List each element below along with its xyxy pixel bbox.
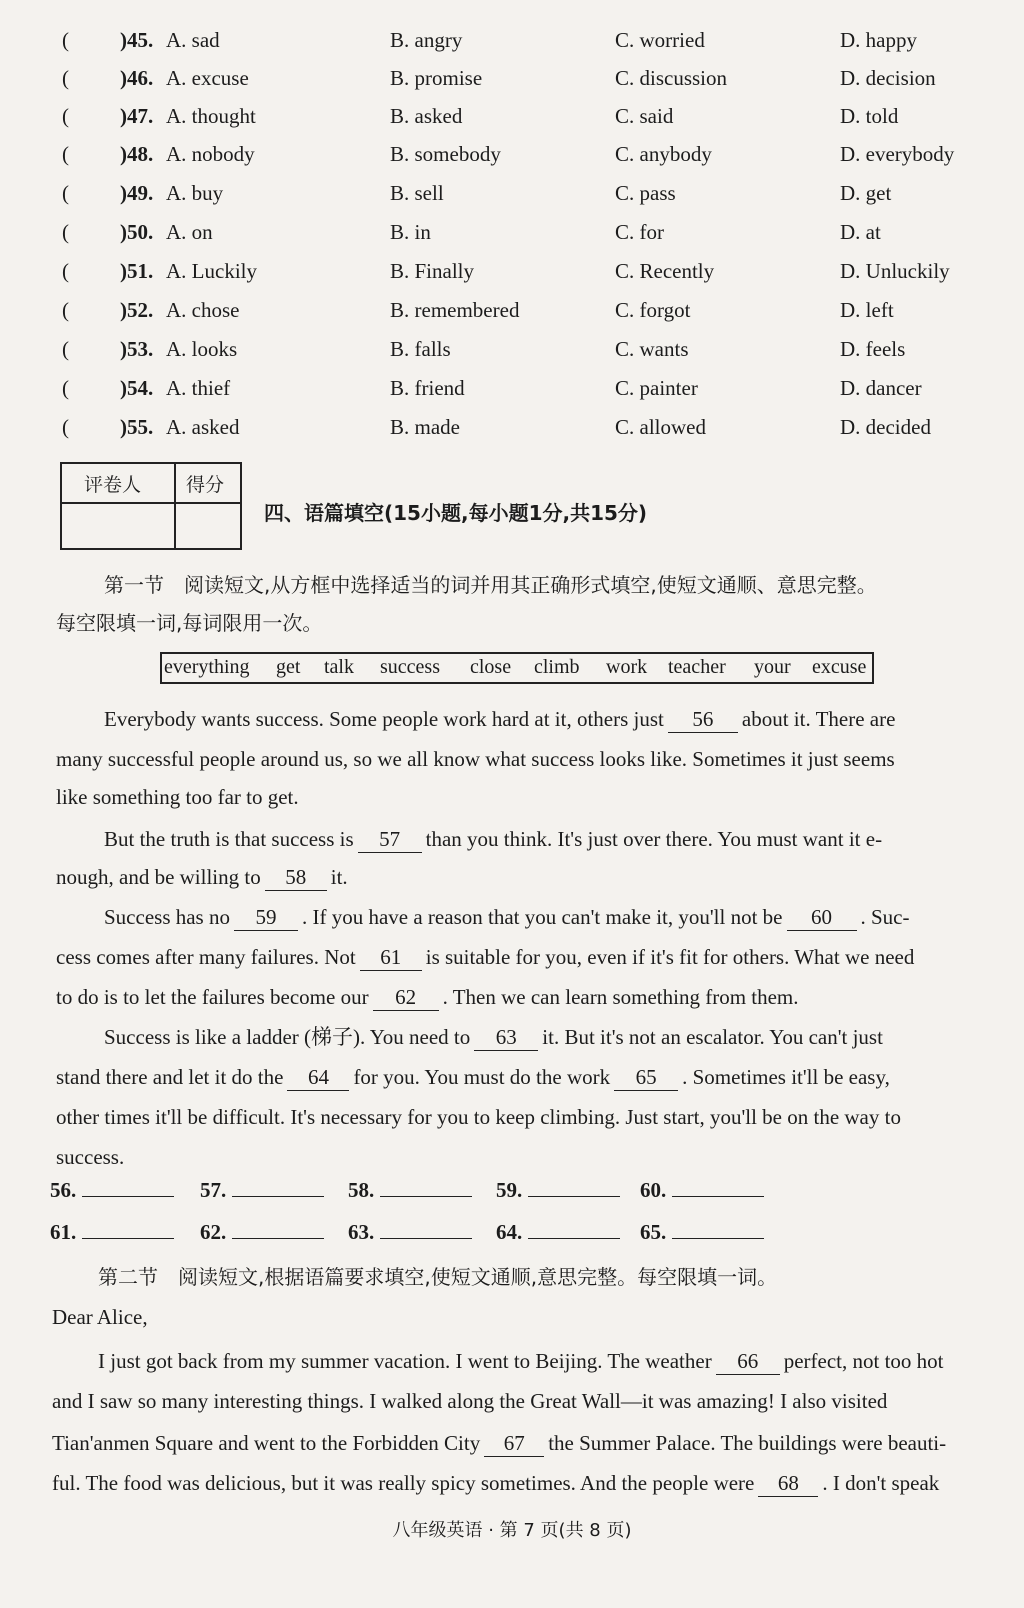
blank-56[interactable]: 56: [668, 706, 738, 733]
option-c[interactable]: C. forgot: [615, 298, 691, 322]
option-d[interactable]: D. at: [840, 220, 881, 244]
answer-paren[interactable]: (: [62, 28, 69, 52]
option-b[interactable]: B. in: [390, 220, 431, 244]
blank-68[interactable]: 68: [758, 1470, 818, 1497]
answer-blank[interactable]: [380, 1176, 472, 1197]
option-b[interactable]: B. asked: [390, 104, 463, 128]
answer-number: 59.: [496, 1178, 523, 1202]
blank-60[interactable]: 60: [787, 904, 857, 931]
word-bank: [160, 652, 874, 684]
blank-64[interactable]: 64: [287, 1064, 349, 1091]
answer-paren[interactable]: (: [62, 376, 69, 400]
answer-line[interactable]: [50, 1218, 174, 1245]
part2-instruction: 第二节 阅读短文,根据语篇要求填空,使短文通顺,意思完整。每空限填一词。: [98, 1265, 778, 1289]
option-a[interactable]: A. looks: [166, 337, 238, 361]
answer-blank[interactable]: [380, 1218, 472, 1239]
option-b[interactable]: B. promise: [390, 66, 483, 90]
passage-line: But the truth is that success is 57 than you think. It's just over there. You must want it e-: [104, 827, 883, 851]
answer-line[interactable]: [50, 1176, 174, 1203]
passage-line: stand there and let it do the 64 for you. You must do the work 65 . Sometimes it'll be easy,: [56, 1065, 890, 1089]
option-b[interactable]: B. remembered: [390, 298, 520, 322]
word-bank-item: talk: [324, 656, 354, 678]
word-bank-item: excuse: [812, 656, 867, 678]
option-d[interactable]: D. everybody: [840, 142, 955, 166]
option-b[interactable]: B. somebody: [390, 142, 501, 166]
option-d[interactable]: D. feels: [840, 337, 906, 361]
option-c[interactable]: C. worried: [615, 28, 705, 52]
option-d[interactable]: D. dancer: [840, 376, 922, 400]
answer-paren[interactable]: (: [62, 415, 69, 439]
answer-line[interactable]: [200, 1218, 324, 1245]
question-row: [62, 181, 962, 217]
answer-line[interactable]: [200, 1176, 324, 1203]
scorer-table: [60, 462, 242, 550]
question-row: [62, 28, 962, 64]
option-c[interactable]: C. discussion: [615, 66, 728, 90]
table-divider: [62, 502, 240, 504]
option-a[interactable]: A. thief: [166, 376, 231, 400]
word-bank-item: success: [380, 656, 440, 678]
question-number: )50.: [120, 220, 154, 244]
answer-number: 65.: [640, 1220, 667, 1244]
grader-label: 评卷人: [84, 474, 142, 496]
word-bank-item: your: [754, 656, 791, 678]
passage-line: ful. The food was delicious, but it was really spicy sometimes. And the people were 68 . I don't speak: [52, 1471, 940, 1495]
question-row: [62, 104, 962, 140]
passage-line: Success is like a ladder (梯子). You need to 63 it. But it's not an escalator. You can't just: [104, 1025, 883, 1049]
answer-blank[interactable]: [528, 1218, 620, 1239]
answer-line[interactable]: [640, 1176, 764, 1203]
passage-line: many successful people around us, so we all know what success looks like. Sometimes it just seems: [56, 747, 895, 771]
answer-number: 64.: [496, 1220, 523, 1244]
answer-number: 58.: [348, 1178, 375, 1202]
blank-62[interactable]: 62: [373, 984, 439, 1011]
option-c[interactable]: C. pass: [615, 181, 676, 205]
word-bank-item: teacher: [668, 656, 726, 678]
answer-line[interactable]: [348, 1176, 472, 1203]
page-footer: 八年级英语 · 第 7 页(共 8 页): [392, 1520, 632, 1541]
passage-line: other times it'll be difficult. It's necessary for you to keep climbing. Just start, you'll be on the way to: [56, 1105, 901, 1129]
option-c[interactable]: C. wants: [615, 337, 689, 361]
answer-number: 62.: [200, 1220, 227, 1244]
section-title: 四、语篇填空(15小题,每小题1分,共15分): [264, 501, 648, 525]
option-b[interactable]: B. Finally: [390, 259, 475, 283]
option-c[interactable]: C. Recently: [615, 259, 715, 283]
option-a[interactable]: A. sad: [166, 28, 220, 52]
table-divider: [174, 464, 176, 548]
passage-line: Tian'anmen Square and went to the Forbidden City 67 the Summer Palace. The buildings were beauti-: [52, 1431, 947, 1455]
blank-61[interactable]: 61: [360, 944, 422, 971]
blank-59[interactable]: 59: [234, 904, 298, 931]
option-d[interactable]: D. decided: [840, 415, 931, 439]
question-number: )53.: [120, 337, 154, 361]
option-b[interactable]: B. made: [390, 415, 460, 439]
word-bank-item: climb: [534, 656, 580, 678]
question-row: [62, 415, 962, 451]
answer-paren[interactable]: (: [62, 337, 69, 361]
answer-blank[interactable]: [82, 1218, 174, 1239]
blank-67[interactable]: 67: [484, 1430, 544, 1457]
question-row: [62, 220, 962, 256]
option-c[interactable]: C. painter: [615, 376, 698, 400]
passage-line: to do is to let the failures become our 62 . Then we can learn something from them.: [56, 985, 799, 1009]
option-a[interactable]: A. on: [166, 220, 213, 244]
question-row: [62, 298, 962, 334]
question-number: )55.: [120, 415, 154, 439]
answer-line[interactable]: [348, 1218, 472, 1245]
option-a[interactable]: A. chose: [166, 298, 240, 322]
blank-66[interactable]: 66: [716, 1348, 780, 1375]
option-d[interactable]: D. told: [840, 104, 899, 128]
answer-blank[interactable]: [528, 1176, 620, 1197]
option-a[interactable]: A. nobody: [166, 142, 255, 166]
answer-number: 61.: [50, 1220, 77, 1244]
option-b[interactable]: B. sell: [390, 181, 444, 205]
answer-blank[interactable]: [232, 1176, 324, 1197]
answer-number: 63.: [348, 1220, 375, 1244]
question-number: )54.: [120, 376, 154, 400]
blank-58[interactable]: 58: [265, 864, 327, 891]
question-number: )49.: [120, 181, 154, 205]
blank-63[interactable]: 63: [474, 1024, 538, 1051]
answer-blank[interactable]: [672, 1218, 764, 1239]
passage-line: like something too far to get.: [56, 785, 299, 809]
option-c[interactable]: C. allowed: [615, 415, 706, 439]
answer-paren[interactable]: (: [62, 259, 69, 283]
option-a[interactable]: A. buy: [166, 181, 224, 205]
passage-line: I just got back from my summer vacation. I went to Beijing. The weather 66 perfect, not too hot: [98, 1349, 944, 1373]
option-d[interactable]: D. Unluckily: [840, 259, 950, 283]
answer-number: 56.: [50, 1178, 77, 1202]
question-row: [62, 66, 962, 102]
answer-blank[interactable]: [232, 1218, 324, 1239]
answer-paren[interactable]: (: [62, 142, 69, 166]
passage-line: success.: [56, 1145, 125, 1169]
option-a[interactable]: A. excuse: [166, 66, 249, 90]
passage-line: and I saw so many interesting things. I walked along the Great Wall—it was amazing! I also visited: [52, 1389, 888, 1413]
option-d[interactable]: D. get: [840, 181, 892, 205]
answer-number: 57.: [200, 1178, 227, 1202]
question-number: )48.: [120, 142, 154, 166]
question-row: [62, 376, 962, 412]
answer-blank[interactable]: [672, 1176, 764, 1197]
passage-line: cess comes after many failures. Not 61 is suitable for you, even if it's fit for others. What we need: [56, 945, 915, 969]
question-row: [62, 142, 962, 178]
option-b[interactable]: B. falls: [390, 337, 451, 361]
option-c[interactable]: C. anybody: [615, 142, 712, 166]
question-row: [62, 259, 962, 295]
question-number: )51.: [120, 259, 154, 283]
passage-line: Everybody wants success. Some people work hard at it, others just 56 about it. There are: [104, 707, 896, 731]
blank-57[interactable]: 57: [358, 826, 422, 853]
option-c[interactable]: C. said: [615, 104, 674, 128]
question-number: )47.: [120, 104, 154, 128]
word-bank-item: close: [470, 656, 512, 678]
answer-paren[interactable]: (: [62, 298, 69, 322]
answer-paren[interactable]: (: [62, 66, 69, 90]
passage-line: Success has no 59 . If you have a reason that you can't make it, you'll not be 60 . Suc-: [104, 905, 910, 929]
option-d[interactable]: D. left: [840, 298, 894, 322]
letter-greeting: Dear Alice,: [52, 1305, 148, 1329]
option-a[interactable]: A. thought: [166, 104, 256, 128]
option-b[interactable]: B. angry: [390, 28, 463, 52]
question-number: )52.: [120, 298, 154, 322]
option-a[interactable]: A. asked: [166, 415, 240, 439]
score-label: 得分: [186, 474, 225, 496]
option-a[interactable]: A. Luckily: [166, 259, 257, 283]
answer-line[interactable]: [640, 1218, 764, 1245]
part1-instruction-2: 每空限填一词,每词限用一次。: [56, 611, 323, 635]
question-number: )45.: [120, 28, 154, 52]
answer-paren[interactable]: (: [62, 181, 69, 205]
answer-paren[interactable]: (: [62, 104, 69, 128]
answer-paren[interactable]: (: [62, 220, 69, 244]
option-b[interactable]: B. friend: [390, 376, 465, 400]
passage-line: nough, and be willing to 58 it.: [56, 865, 348, 889]
answer-number: 60.: [640, 1178, 667, 1202]
answer-line[interactable]: [496, 1176, 620, 1203]
answer-blank[interactable]: [82, 1176, 174, 1197]
option-c[interactable]: C. for: [615, 220, 664, 244]
option-d[interactable]: D. decision: [840, 66, 936, 90]
question-row: [62, 337, 962, 373]
word-bank-item: get: [276, 656, 301, 678]
answer-line[interactable]: [496, 1218, 620, 1245]
word-bank-item: everything: [164, 656, 250, 678]
blank-65[interactable]: 65: [614, 1064, 678, 1091]
part1-instruction: 第一节 阅读短文,从方框中选择适当的词并用其正确形式填空,使短文通顺、意思完整。: [104, 573, 877, 597]
question-number: )46.: [120, 66, 154, 90]
option-d[interactable]: D. happy: [840, 28, 917, 52]
word-bank-item: work: [606, 656, 648, 678]
